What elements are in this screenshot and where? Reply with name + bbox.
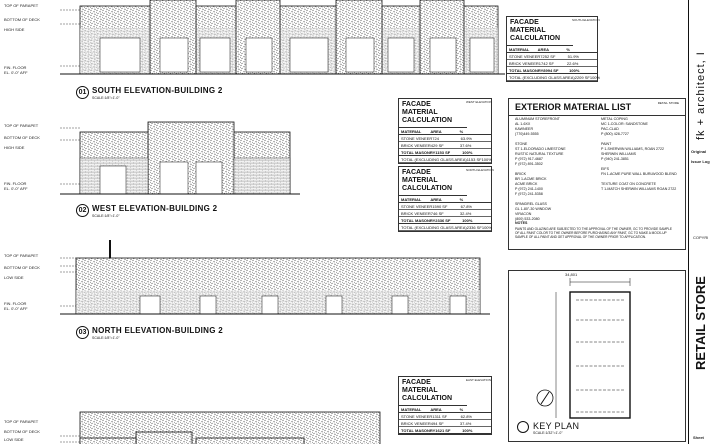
level-fin-floor-west: FIN. FLOOR bbox=[4, 181, 27, 186]
level-high-side-south: HIGH SIDE bbox=[4, 27, 25, 32]
facade-table-title: FACADE MATERIAL CALCULATION bbox=[399, 167, 467, 196]
titleblock-issue-log: Issue Log bbox=[691, 159, 710, 164]
level-bottom-deck-east: BOTTOM OF DECK bbox=[4, 429, 40, 434]
titleblock-sheet: Sheet bbox=[693, 435, 704, 440]
table-row: BRICK VENEER 746 SF 32.4% bbox=[399, 210, 491, 217]
key-plan-dimension: 34,801 bbox=[565, 272, 578, 277]
facade-table-title: FACADE MATERIAL CALCULATION bbox=[399, 99, 467, 128]
west-elevation-drawing bbox=[60, 122, 300, 194]
table-row: BRICK VENEER 1742 SF 22.6% bbox=[507, 60, 597, 67]
key-plan bbox=[508, 270, 686, 442]
table-row-total: TOTAL MASONRY 8994 SF 100% bbox=[507, 67, 597, 74]
level-fin-floor-el-north: EL. 0'-0" AFF bbox=[4, 306, 28, 311]
facade-table-title: FACADE MATERIAL CALCULATION bbox=[507, 17, 573, 46]
elevation-title-north: NORTH ELEVATION-BUILDING 2 bbox=[92, 326, 224, 335]
north-elevation-drawing bbox=[60, 240, 490, 314]
architect-name: fk + architect, I bbox=[695, 51, 707, 140]
table-row-total: TOTAL MASONRY 2336 SF 100% bbox=[399, 217, 491, 224]
titleblock-copyright: COPYRI bbox=[693, 235, 709, 240]
exterior-list-notes: PAINTS AND GLAZING ARE SUBJECTED TO THE APPROVAL OF THE OWNER, GC TO PROVIDE SAMPLE OF ALL PAINT COLOR TO THE OWNER BEFORE PURCHASING ANY PAINT, GC TO MAKE A MOCK-UP SAMPLE OF ALL PAINT AND GET APPROVAL OF THE OWNER PRIOR TO APPLICATION. bbox=[515, 227, 673, 239]
key-plan-title: KEY PLAN bbox=[533, 421, 580, 431]
table-row: STONE VENEER 1311 SF 62.8% bbox=[399, 413, 491, 420]
elevation-number-03: 03 bbox=[76, 326, 89, 339]
table-row: STONE VENEER 1590 SF 67.8% bbox=[399, 203, 491, 210]
sheet-title: RETAIL STORE bbox=[693, 276, 708, 370]
level-bottom-deck-west: BOTTOM OF DECK bbox=[4, 135, 40, 140]
elevation-number-01: 01 bbox=[76, 86, 89, 99]
facade-table-south: FACADE MATERIAL CALCULATION MATERIAL AREA % STONE VENEER 7252 SF 51.9% BRICK VENEER 1742 SF 22.6% TOTAL MASONRY 8994 SF 100% TOTAL (EXCLUDING GLASS AREA) 2209 SF 100% bbox=[506, 16, 598, 82]
level-high-side-west: HIGH SIDE bbox=[4, 145, 25, 150]
key-plan-scale: SCALE:1/32"=1'-0" bbox=[533, 431, 563, 435]
facade-table-east: FACADE MATERIAL CALCULATION MATERIAL AREA % STONE VENEER 1311 SF 62.8% BRICK VENEER 494 SF 37.4% TOTAL MASONRY 1621 SF 100% bbox=[398, 376, 492, 435]
table-row-excl: TOTAL (EXCLUDING GLASS AREA) 2209 SF 100% bbox=[509, 74, 601, 80]
exterior-list-col2: METAL COPING MC 1-COLOR: SANDSTONE PAC-CLAD P (800) 428-7727 PAINT P 1-SHERWIN WILLIAMS, ROAN 2722 SHERWIN WILLIAMS P (940) 241-3851 EIFS FN 1-ACME PURE WALL BURLWOOD BLEND TEXTURE COAT ON CONCRETE T 1-MATCH SHERWIN WILLIAMS ROAN 2722 bbox=[601, 117, 677, 191]
level-top-parapet-west: TOP OF PARAPET bbox=[4, 123, 39, 128]
facade-table-corner-west: WEST ELEVATION bbox=[466, 100, 492, 104]
level-top-parapet-east: TOP OF PARAPET bbox=[4, 419, 39, 424]
elevation-scale-west: SCALE:1/8"=1'-0" bbox=[92, 214, 120, 218]
level-low-side-east: LOW SIDE bbox=[4, 437, 24, 442]
table-row-excl: TOTAL (EXCLUDING GLASS AREA) 1153 SF 100% bbox=[401, 156, 492, 162]
east-elevation-drawing bbox=[60, 412, 380, 444]
table-row-excl: TOTAL (EXCLUDING GLASS AREA) 2336 SF 100% bbox=[401, 224, 493, 230]
facade-table-north: FACADE MATERIAL CALCULATION MATERIAL AREA % STONE VENEER 1590 SF 67.8% BRICK VENEER 746 SF 32.4% TOTAL MASONRY 2336 SF 100% TOTAL (EXCLUDING GLASS AREA) 2336 SF 100% bbox=[398, 166, 492, 232]
level-top-parapet-north: TOP OF PARAPET bbox=[4, 253, 39, 258]
exterior-list-corner: RETAIL STORE bbox=[657, 101, 679, 105]
table-row-total: TOTAL MASONRY 1153 SF 100% bbox=[399, 149, 491, 156]
titleblock-original: Original bbox=[691, 149, 707, 154]
table-row: STONE VENEER 724 63.9% bbox=[399, 135, 491, 142]
level-low-side-north: LOW SIDE bbox=[4, 275, 24, 280]
exterior-list-col1: ALUMINUM STOREFRONT AL 1-6XX KAWNEER (770)449-5555 STONE ST 1-ELDORADO LIMESTONE RUSTIC NATURAL TEXTURE P (972) 917-4687 F (972) 891-3502 BRICK BR 1-ACME BRICK ACME BRICK P (972) 241-1400 F (972) 241-5358 SPANDREL GLASS GL 1-80"-30 WINDOW VIRACON (800) 533-2080 bbox=[515, 117, 566, 221]
exterior-list-notes-title: NOTES bbox=[515, 221, 528, 225]
elevation-scale-south: SCALE:1/8"=1'-0" bbox=[92, 96, 120, 100]
level-fin-floor-south: FIN. FLOOR bbox=[4, 65, 27, 70]
level-fin-floor-el-west: EL. 0'-0" AFF bbox=[4, 186, 28, 191]
facade-table-corner-north: NORTH ELEVATION bbox=[466, 168, 494, 172]
title-block bbox=[688, 0, 717, 444]
elevation-title-south: SOUTH ELEVATION-BUILDING 2 bbox=[92, 86, 223, 95]
facade-table-corner-south: SOUTH ELEVATION bbox=[572, 18, 600, 22]
facade-table-west: FACADE MATERIAL CALCULATION MATERIAL AREA % STONE VENEER 724 63.9% BRICK VENEER 429 SF 37.6% TOTAL MASONRY 1153 SF 100% TOTAL (EXCLUDING GLASS AREA) 1153 SF 100% bbox=[398, 98, 492, 164]
elevation-number-02: 02 bbox=[76, 204, 89, 217]
south-elevation-drawing bbox=[60, 0, 505, 74]
facade-table-corner-east: EAST ELEVATION bbox=[466, 378, 492, 382]
key-plan-marker-icon bbox=[517, 421, 529, 433]
table-row: BRICK VENEER 429 SF 37.6% bbox=[399, 142, 491, 149]
exterior-material-list bbox=[508, 98, 686, 250]
level-bottom-deck-south: BOTTOM OF DECK bbox=[4, 17, 40, 22]
table-row: STONE VENEER 7252 SF 51.9% bbox=[507, 53, 597, 60]
facade-table-title: FACADE MATERIAL CALCULATION bbox=[399, 377, 467, 406]
level-bottom-deck-north: BOTTOM OF DECK bbox=[4, 265, 40, 270]
exterior-list-title: EXTERIOR MATERIAL LIST bbox=[509, 99, 685, 116]
elevation-title-west: WEST ELEVATION-BUILDING 2 bbox=[92, 204, 218, 213]
elevation-scale-north: SCALE:1/8"=1'-0" bbox=[92, 336, 120, 340]
level-fin-floor-el-south: EL. 0'-0" AFF bbox=[4, 70, 28, 75]
level-fin-floor-north: FIN. FLOOR bbox=[4, 301, 27, 306]
level-top-parapet-south: TOP OF PARAPET bbox=[4, 3, 39, 8]
table-row: BRICK VENEER 494 SF 37.4% bbox=[399, 420, 491, 427]
table-row-total: TOTAL MASONRY 1621 SF 100% bbox=[399, 427, 491, 434]
